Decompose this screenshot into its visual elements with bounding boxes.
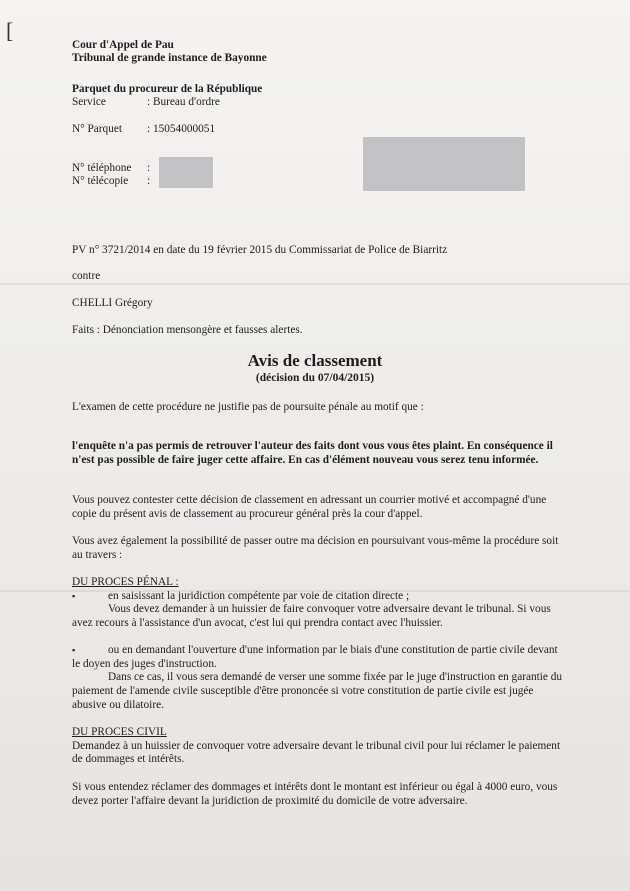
- instruction-detail-3: abusive ou dilatoire.: [72, 699, 164, 711]
- contest-line-2: copie du présent avis de classement au procureur général près la cour d'appel.: [72, 508, 423, 520]
- civil-heading: DU PROCES CIVIL: [72, 726, 167, 738]
- service-label: Service: [72, 96, 106, 108]
- tribunal-name: Tribunal de grande instance de Bayonne: [72, 52, 267, 64]
- pv-reference: PV n° 3721/2014 en date du 19 février 2015 du Commissariat de Police de Biarritz: [72, 244, 448, 256]
- motif-line-2: n'est pas possible de faire juger cette affaire. En cas d'élément nouveau vous serez tenu informée.: [72, 454, 539, 466]
- parquet-number-label: N° Parquet: [72, 123, 123, 135]
- instruction-detail-1: Dans ce cas, il vous sera demandé de verser une somme fixée par le juge d'instruction en garantie du: [108, 671, 563, 683]
- redacted-address: [363, 137, 525, 191]
- decision-date: (décision du 07/04/2015): [255, 372, 375, 384]
- bullet-icon: ▪: [72, 645, 76, 655]
- citation-line: en saisissant la juridiction compétente par voie de citation directe ;: [108, 590, 410, 602]
- citation-detail-1: Vous devez demander à un huissier de faire convoquer votre adversaire devant le tribunal. Si vous: [108, 603, 551, 615]
- defendant-name: CHELLI Grégory: [72, 297, 153, 309]
- fax-colon: :: [147, 175, 151, 187]
- penal-heading: DU PROCES PÉNAL :: [72, 576, 179, 588]
- phone-colon: :: [147, 162, 151, 174]
- service-value: : Bureau d'ordre: [147, 96, 220, 108]
- option-line-1: Vous avez également la possibilité de passer outre ma décision en poursuivant vous-même la procédure soit: [72, 535, 559, 547]
- contest-line-1: Vous pouvez contester cette décision de classement en adressant un courrier motivé et accompagné d'une: [72, 494, 547, 506]
- redacted-phone: [159, 157, 213, 188]
- option-line-2: au travers :: [72, 549, 123, 561]
- page-title: Avis de classement: [247, 351, 383, 370]
- parquet-name: Parquet du procureur de la République: [72, 83, 263, 95]
- instruction-line-2: le doyen des juges d'instruction.: [72, 658, 217, 670]
- bullet-icon: ▪: [72, 591, 76, 601]
- instruction-detail-2: paiement de l'amende civile susceptible d'être prononcée si votre constitution de partie civile est jugée: [72, 685, 534, 697]
- instruction-line-1: ou en demandant l'ouverture d'une information par le biais d'une constitution de partie civile devant: [108, 644, 558, 656]
- court-name: Cour d'Appel de Pau: [72, 39, 174, 51]
- fold-crease: [0, 283, 630, 285]
- citation-detail-2: avez recours à l'assistance d'un avocat, c'est lui qui prendra contact avec l'huissier.: [72, 617, 443, 629]
- contre-label: contre: [72, 270, 101, 282]
- parquet-number-value: : 15054000051: [147, 123, 216, 135]
- intro-line: L'examen de cette procédure ne justifie pas de poursuite pénale au motif que :: [72, 401, 424, 413]
- fax-label: N° télécopie: [72, 175, 129, 187]
- facts-line: Faits : Dénonciation mensongère et fausses alertes.: [72, 324, 303, 336]
- civil-line-1: Demandez à un huissier de convoquer votre adversaire devant le tribunal civil pour lui réclamer le paiement: [72, 740, 561, 752]
- motif-line-1: l'enquête n'a pas permis de retrouver l'auteur des faits dont vous vous êtes plaint. En conséquence il: [72, 440, 553, 452]
- amount-line-2: devez porter l'affaire devant la juridiction de proximité du domicile de votre adversaire.: [72, 795, 468, 807]
- civil-line-2: de dommages et intérêts.: [72, 753, 185, 765]
- margin-bracket: [: [6, 18, 14, 43]
- amount-line-1: Si vous entendez réclamer des dommages et intérêts dont le montant est inférieur ou égal à 4000 euro, vous: [72, 781, 558, 793]
- phone-label: N° téléphone: [72, 162, 132, 174]
